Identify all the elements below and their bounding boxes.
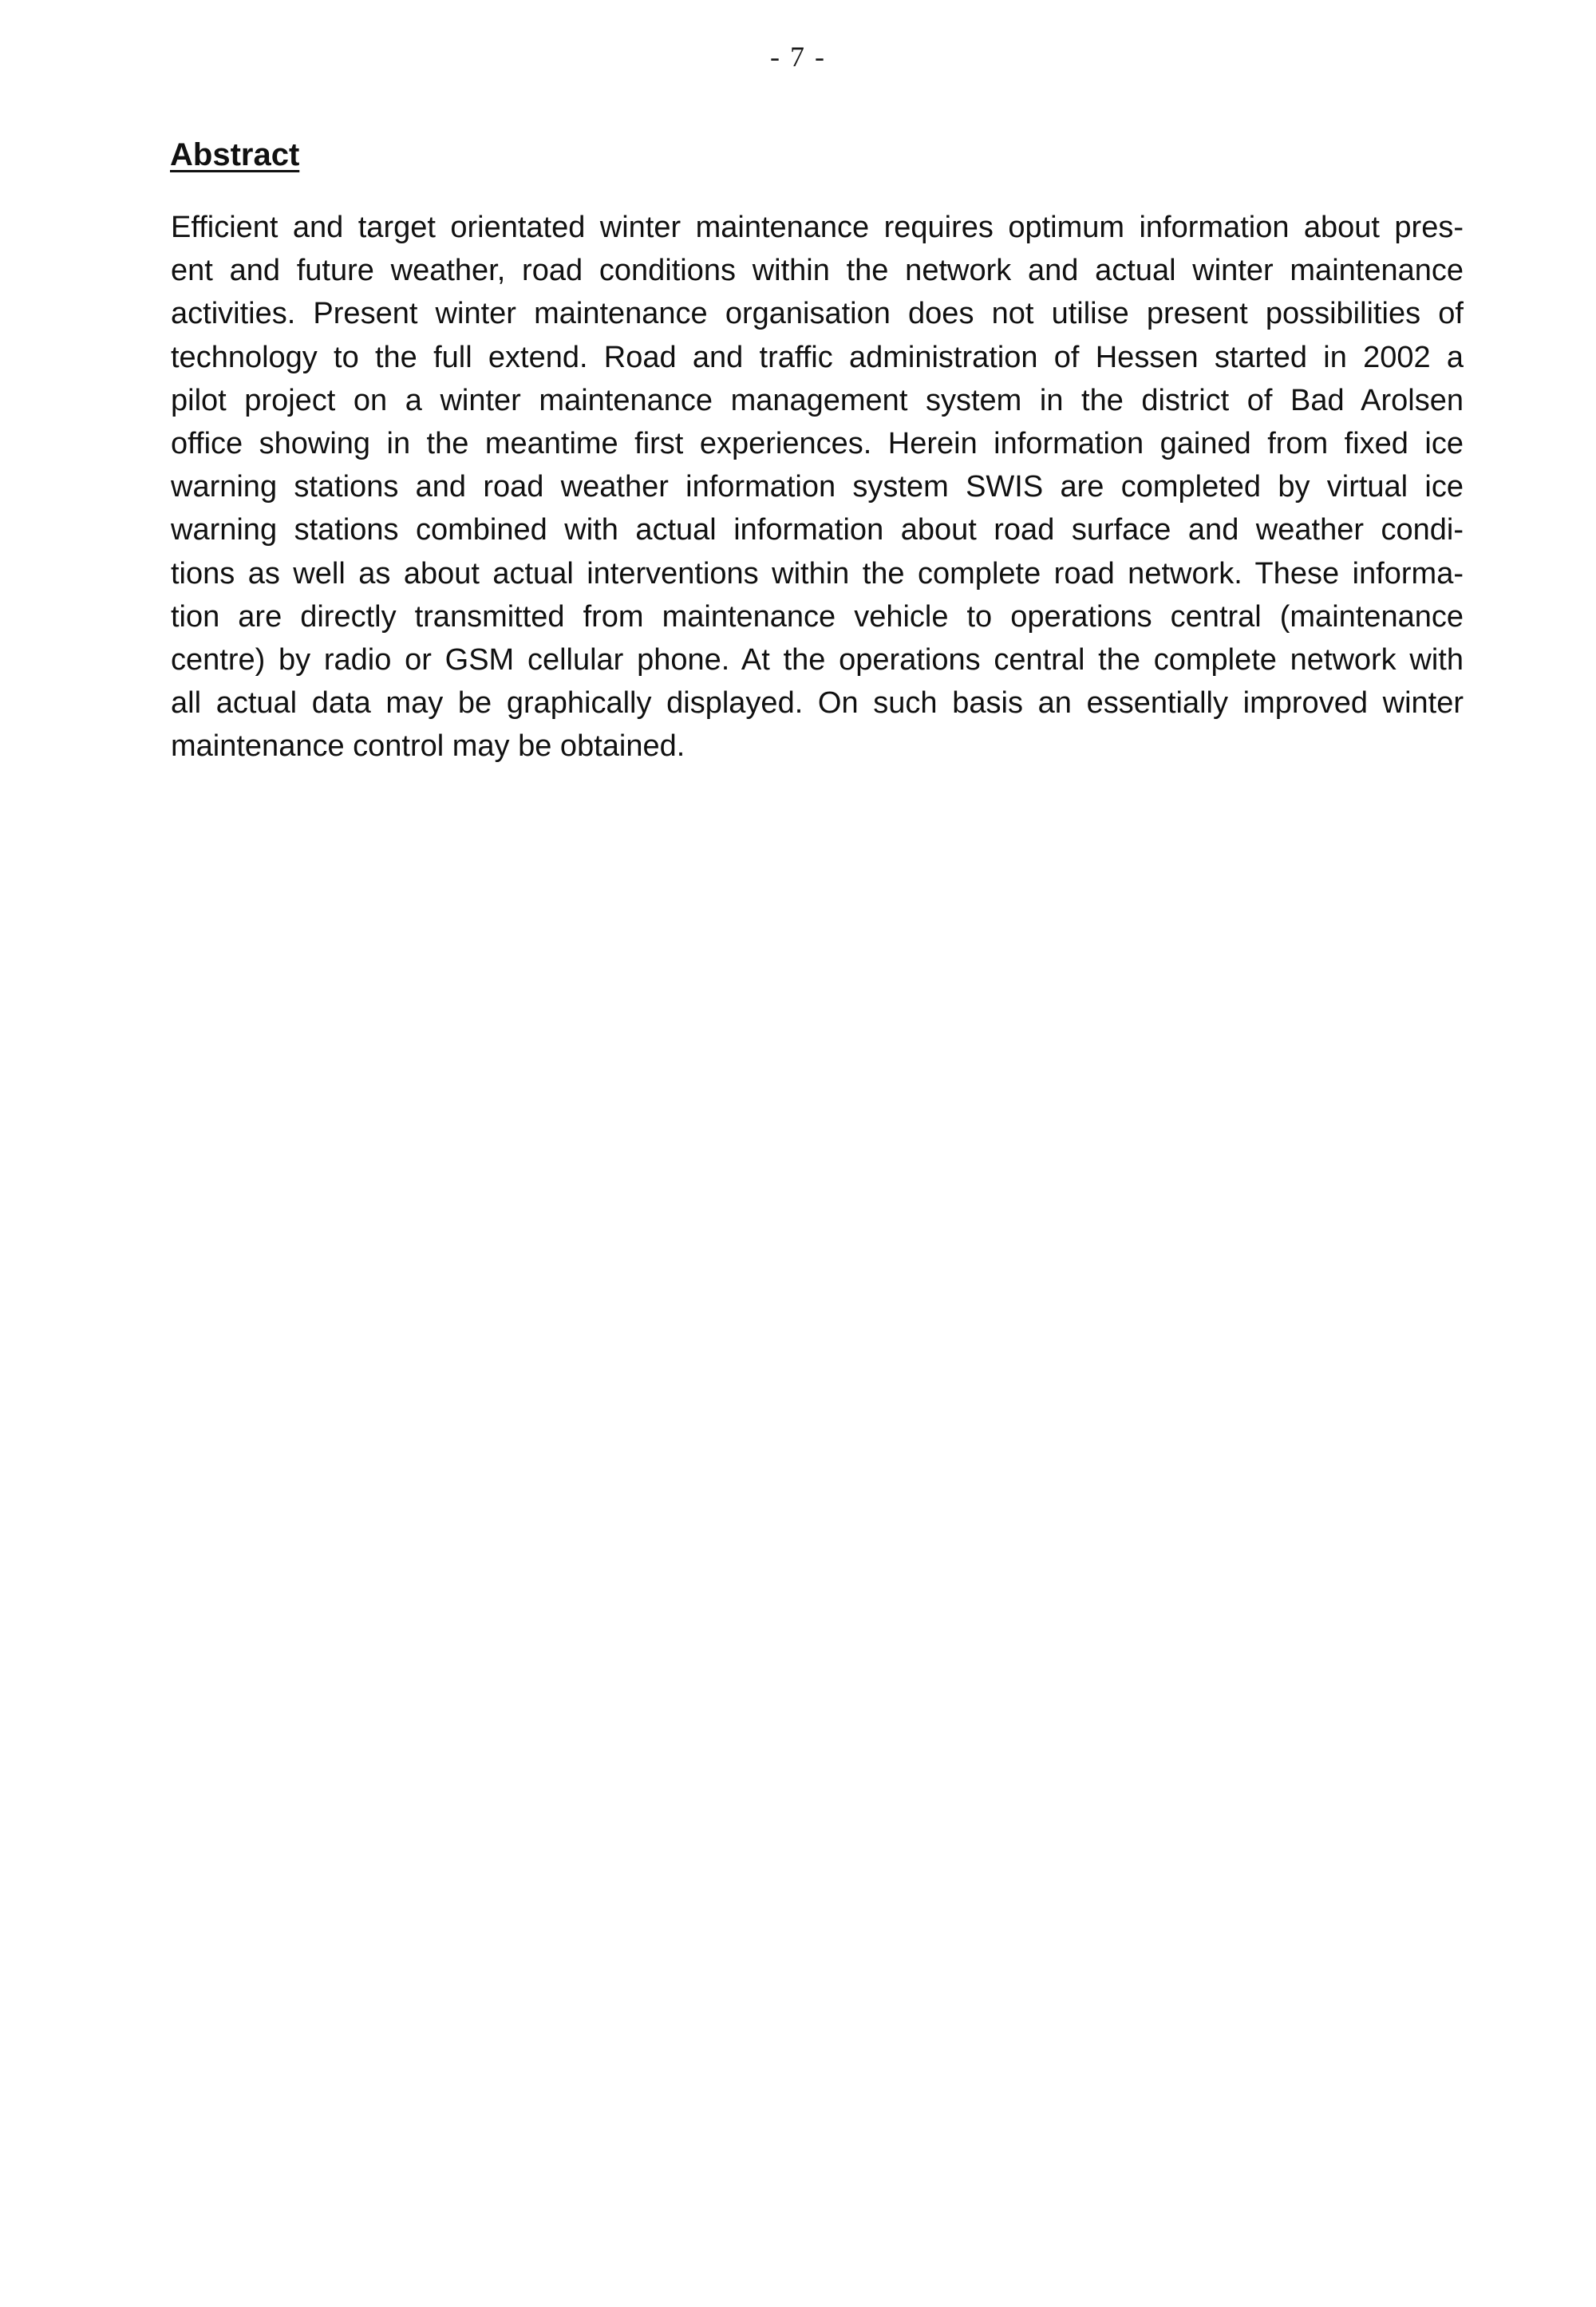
abstract-line: pilot project on a winter maintenance management system in the district of Bad Arolsen (171, 383, 1464, 417)
abstract-line: warning stations combined with actual information about road surface and weather condi- (171, 513, 1464, 547)
abstract-body (171, 206, 1464, 768)
abstract-line: maintenance control may be obtained. (171, 729, 685, 764)
page-number: - 7 - (770, 41, 826, 73)
abstract-line: warning stations and road weather information system SWIS are completed by virtual ice (171, 470, 1464, 504)
abstract-line: technology to the full extend. Road and traffic administration of Hessen started in 2002 a (171, 340, 1464, 374)
abstract-line: ent and future weather, road conditions within the network and actual winter maintenance (171, 254, 1464, 288)
abstract-line: all actual data may be graphically displayed. On such basis an essentially improved winter (171, 686, 1464, 721)
abstract-line: tions as well as about actual interventions within the complete road network. These informa- (171, 556, 1464, 591)
abstract-line: activities. Present winter maintenance organisation does not utilise present possibilities of (171, 297, 1464, 331)
abstract-line: office showing in the meantime first experiences. Herein information gained from fixed ice (171, 427, 1464, 461)
abstract-heading: Abstract (170, 137, 300, 172)
abstract-line: tion are directly transmitted from maintenance vehicle to operations central (maintenance (171, 599, 1464, 634)
abstract-line: Efficient and target orientated winter maintenance requires optimum information about pres- (171, 211, 1464, 244)
abstract-line: centre) by radio or GSM cellular phone. At the operations central the complete network with (171, 643, 1464, 677)
